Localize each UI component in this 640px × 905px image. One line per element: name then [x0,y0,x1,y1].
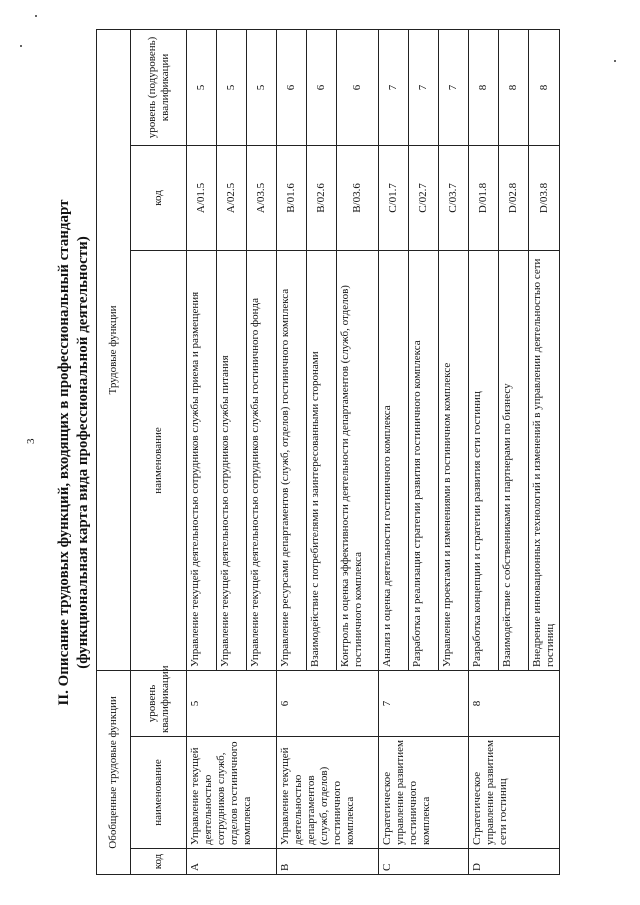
section-title: II. Описание трудовых функций, входящих в профессиональный стандарт [56,199,72,706]
function-level: 7 [379,29,409,145]
function-name: Управление текущей деятельностью сотрудников службы приема и размещения [187,250,217,670]
group-name: Стратегическое управление развитием гостиничного комплекса [379,737,469,849]
header-generalized-functions: Обобщенные трудовые функции [97,670,131,874]
header-function-name: наименование [131,250,187,670]
group-level: 7 [379,670,469,736]
group-code: A [187,849,277,875]
group-level: 8 [469,670,560,736]
function-code: B/02.6 [307,145,337,250]
function-name: Управление текущей деятельностью сотрудников службы питания [217,250,247,670]
function-code: A/03.5 [247,145,277,250]
table-row [277,29,307,874]
function-code: B/01.6 [277,145,307,250]
function-level: 5 [187,29,217,145]
function-level: 7 [409,29,439,145]
table-row [379,29,409,874]
function-level: 5 [247,29,277,145]
function-name: Управление ресурсами департаментов (служб, отделов) гостиничного комплекса [277,250,307,670]
function-code: D/02.8 [499,145,529,250]
function-name: Разработка и реализация стратегии развития гостиничного комплекса [409,250,439,670]
group-code: D [469,849,560,875]
function-name: Внедрение инновационных технологий и изменений в управлении деятельностью сети гостиниц [529,250,560,670]
header-name: наименование [131,737,187,849]
function-code: A/01.5 [187,145,217,250]
header-level: уровень квалификации [131,670,187,736]
header-function-level: уровень (подуровень) квалификации [131,29,187,145]
function-level: 7 [439,29,469,145]
function-code: C/01.7 [379,145,409,250]
table-row [469,29,499,874]
function-name: Контроль и оценка эффективности деятельности департаментов (служб, отделов) гостиничного комплекса [337,250,379,670]
function-name: Управление текущей деятельностью сотрудников службы гостиничного фонда [247,250,277,670]
page-number: 3 [25,438,37,444]
section-subtitle: (функциональная карта вида профессиональной деятельности) [75,236,91,669]
group-name: Управление текущей деятельностью департаментов (служб, отделов) гостиничного комплекса [277,737,379,849]
function-level: 6 [337,29,379,145]
table-row [187,29,217,874]
function-level: 5 [217,29,247,145]
function-code: B/03.6 [337,145,379,250]
function-code: A/02.5 [217,145,247,250]
group-code: B [277,849,379,875]
group-name: Управление текущей деятельностью сотрудников служб, отделов гостиничного комплекса [187,737,277,849]
function-level: 8 [469,29,499,145]
function-code: C/02.7 [409,145,439,250]
function-level: 6 [307,29,337,145]
function-level: 6 [277,29,307,145]
functional-map-table [96,29,560,875]
group-level: 5 [187,670,277,736]
group-name: Стратегическое управление развитием сети гостиниц [469,737,560,849]
function-code: C/03.7 [439,145,469,250]
function-code: D/01.8 [469,145,499,250]
header-code: код [131,849,187,875]
function-level: 8 [499,29,529,145]
function-level: 8 [529,29,560,145]
header-labor-functions: Трудовые функции [97,29,131,670]
function-name: Разработка концепции и стратегии развития сети гостиниц [469,250,499,670]
function-name: Взаимодействие с потребителями и заинтересованными сторонами [307,250,337,670]
function-name: Взаимодействие с собственниками и партнерами по бизнесу [499,250,529,670]
function-code: D/03.8 [529,145,560,250]
function-name: Управление проектами и изменениями в гостиничном комплексе [439,250,469,670]
group-level: 6 [277,670,379,736]
group-code: C [379,849,469,875]
function-name: Анализ и оценка деятельности гостиничного комплекса [379,250,409,670]
header-function-code: код [131,145,187,250]
